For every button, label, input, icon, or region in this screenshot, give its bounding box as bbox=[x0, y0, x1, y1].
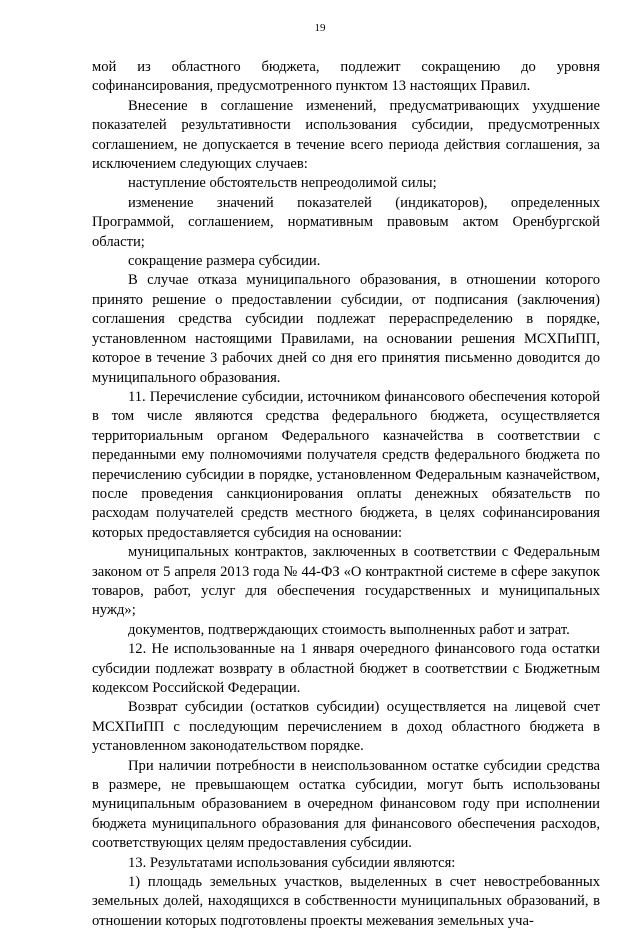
paragraph: сокращение размера субсидии. bbox=[128, 253, 321, 270]
paragraph: В случае отказа муниципального образования, в отношении которого принято решение о предоставлении субсидии, от подписания (заключения) соглашения средства субсидии подлежат перераспределению в порядке, установленном настоящими Правилами, на основании решения МСХПиПП, которое в течение 3 рабочих дней со дня его принятия письменно доводится до муниципального образования. bbox=[92, 272, 600, 386]
paragraph: 12. Не использованные на 1 января очередного финансового года остатки субсидии подлежат возврату в областной бюджет в соответствии с Бюджетным кодексом Российской Федерации. bbox=[92, 641, 600, 696]
paragraph: документов, подтверждающих стоимость выполненных работ и затрат. bbox=[128, 621, 570, 638]
paragraph: изменение значений показателей (индикаторов), определенных Программой, соглашением, нормативным правовым актом Оренбургской области; bbox=[92, 194, 600, 250]
paragraph: 11. Перечисление субсидии, источником финансового обеспечения которой в том числе являются средства федерального бюджета, осуществляется территориальным органом Федерального казначейства в соответствии с переданными ему полномочиями получателя средств федерального бюджета по перечислению субсидии в порядке, установленном Федеральным казначейством, после проведения санкционирования оплаты денежных обязательств по расходам получателей средств местного бюджета, в целях софинансирования которых предоставляется субсидия на основании: bbox=[92, 388, 600, 541]
paragraph: муниципальных контрактов, заключенных в соответствии с Федеральным законом от 5 апреля 2013 года № 44-ФЗ «О контрактной системе в сфере закупок товаров, работ, услуг для обеспечения государственных и муниципальных нужд»; bbox=[92, 544, 600, 619]
paragraph: Внесение в соглашение изменений, предусматривающих ухудшение показателей результативности использования субсидии, предусмотренных соглашением, не допускается в течение всего периода действия соглашения, за исключением следующих случаев: bbox=[92, 97, 600, 173]
document-body bbox=[92, 58, 600, 931]
page-number: 19 bbox=[314, 22, 326, 34]
paragraph: Возврат субсидии (остатков субсидии) осуществляется на лицевой счет МСХПиПП с последующим перечислением в доход областного бюджета в установленном законодательством порядке. bbox=[92, 699, 600, 755]
paragraph: При наличии потребности в неиспользованном остатке субсидии средства в размере, не превышающем остатка субсидии, могут быть использованы муниципальным образованием в очередном финансовом году при исполнении бюджета муниципального образования для финансового обеспечения расходов, соответствующих целям предоставления субсидии. bbox=[92, 757, 600, 852]
paragraph: 1) площадь земельных участков, выделенных в счет невостребованных земельных долей, находящихся в собственности муниципальных образований, в отношении которых подготовлены проекты межевания земельных уча- bbox=[92, 874, 600, 929]
paragraph: наступление обстоятельств непреодолимой силы; bbox=[128, 175, 437, 192]
paragraph: 13. Результатами использования субсидии являются: bbox=[128, 854, 456, 871]
paragraph: мой из областного бюджета, подлежит сокращению до уровня софинансирования, предусмотренного пунктом 13 настоящих Правил. bbox=[92, 59, 600, 95]
